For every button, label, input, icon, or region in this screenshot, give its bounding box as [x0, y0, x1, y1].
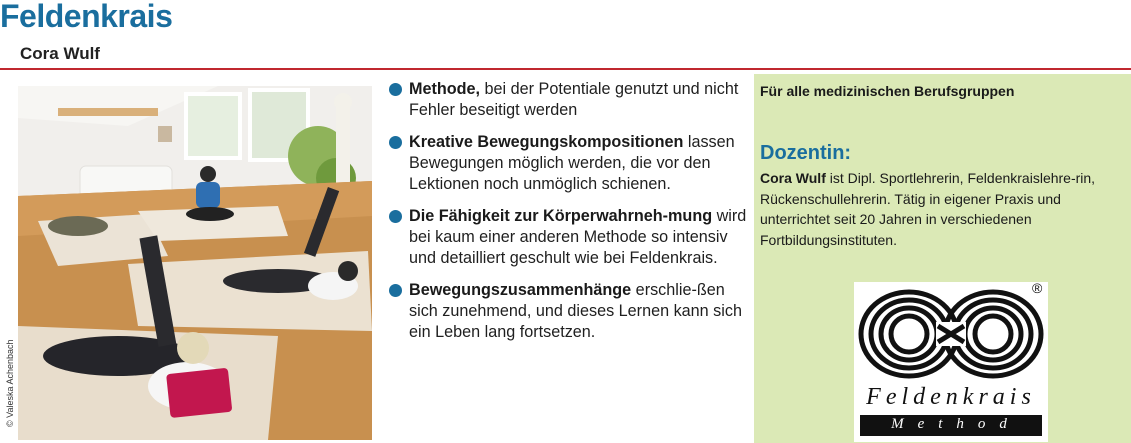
bullet-icon: [389, 284, 402, 297]
list-item: [388, 280, 748, 343]
list-item: [388, 206, 748, 269]
header-divider: [0, 68, 1131, 70]
feldenkrais-logo: [854, 282, 1048, 442]
logo-rings-icon: [854, 282, 1048, 382]
list-item: [388, 79, 748, 121]
bullet-text: bei der Potentiale genutzt und nicht Fehler beseitigt werden: [409, 80, 739, 119]
photo-credit: © Valeska Achenbach: [5, 339, 15, 427]
info-panel: [754, 74, 1131, 443]
bullet-icon: [389, 210, 402, 223]
page-title: Feldenkrais: [0, 0, 173, 34]
class-photo: [18, 86, 372, 440]
lecturer-bio: [760, 168, 1122, 250]
bullet-icon: [389, 136, 402, 149]
bullet-text: wird bei kaum einer anderen Methode so intensiv und detailliert geschult wie bei Feldenkrais.: [409, 207, 747, 267]
bullet-lead: Methode,: [409, 80, 481, 98]
bullet-lead: Bewegungszusammenhänge: [409, 281, 632, 299]
audience-label: Für alle medizinischen Berufsgruppen: [760, 83, 1015, 99]
lecturer-name: Cora Wulf: [760, 170, 826, 186]
list-item: [388, 132, 748, 195]
lecturer-heading: Dozentin:: [760, 142, 852, 164]
logo-subword: Method: [891, 416, 1021, 432]
registered-mark: ®: [1032, 280, 1043, 296]
benefit-list: [388, 79, 748, 354]
bullet-lead: Die Fähigkeit zur Körperwahrneh-mung: [409, 207, 713, 225]
bullet-lead: Kreative Bewegungskompositionen: [409, 133, 684, 151]
page-subtitle: Cora Wulf: [20, 44, 100, 63]
logo-wordmark: Feldenkrais: [866, 384, 1036, 410]
bullet-text: lassen Bewegungen möglich werden, die vor den Lektionen noch unmöglich schienen.: [409, 133, 735, 193]
lecturer-bio-text: ist Dipl. Sportlehrerin, Feldenkraislehre-rin, Rückenschullehrerin. Tätig in eigener Praxis und unterrichtet seit 20 Jahren in verschiedenen Fortbildungsinstituten.: [760, 170, 1096, 248]
bullet-text: erschlie-ßen sich zunehmend, und dieses Lernen kann sich ein Leben lang fortsetzen.: [409, 281, 742, 341]
bullet-icon: [389, 83, 402, 96]
